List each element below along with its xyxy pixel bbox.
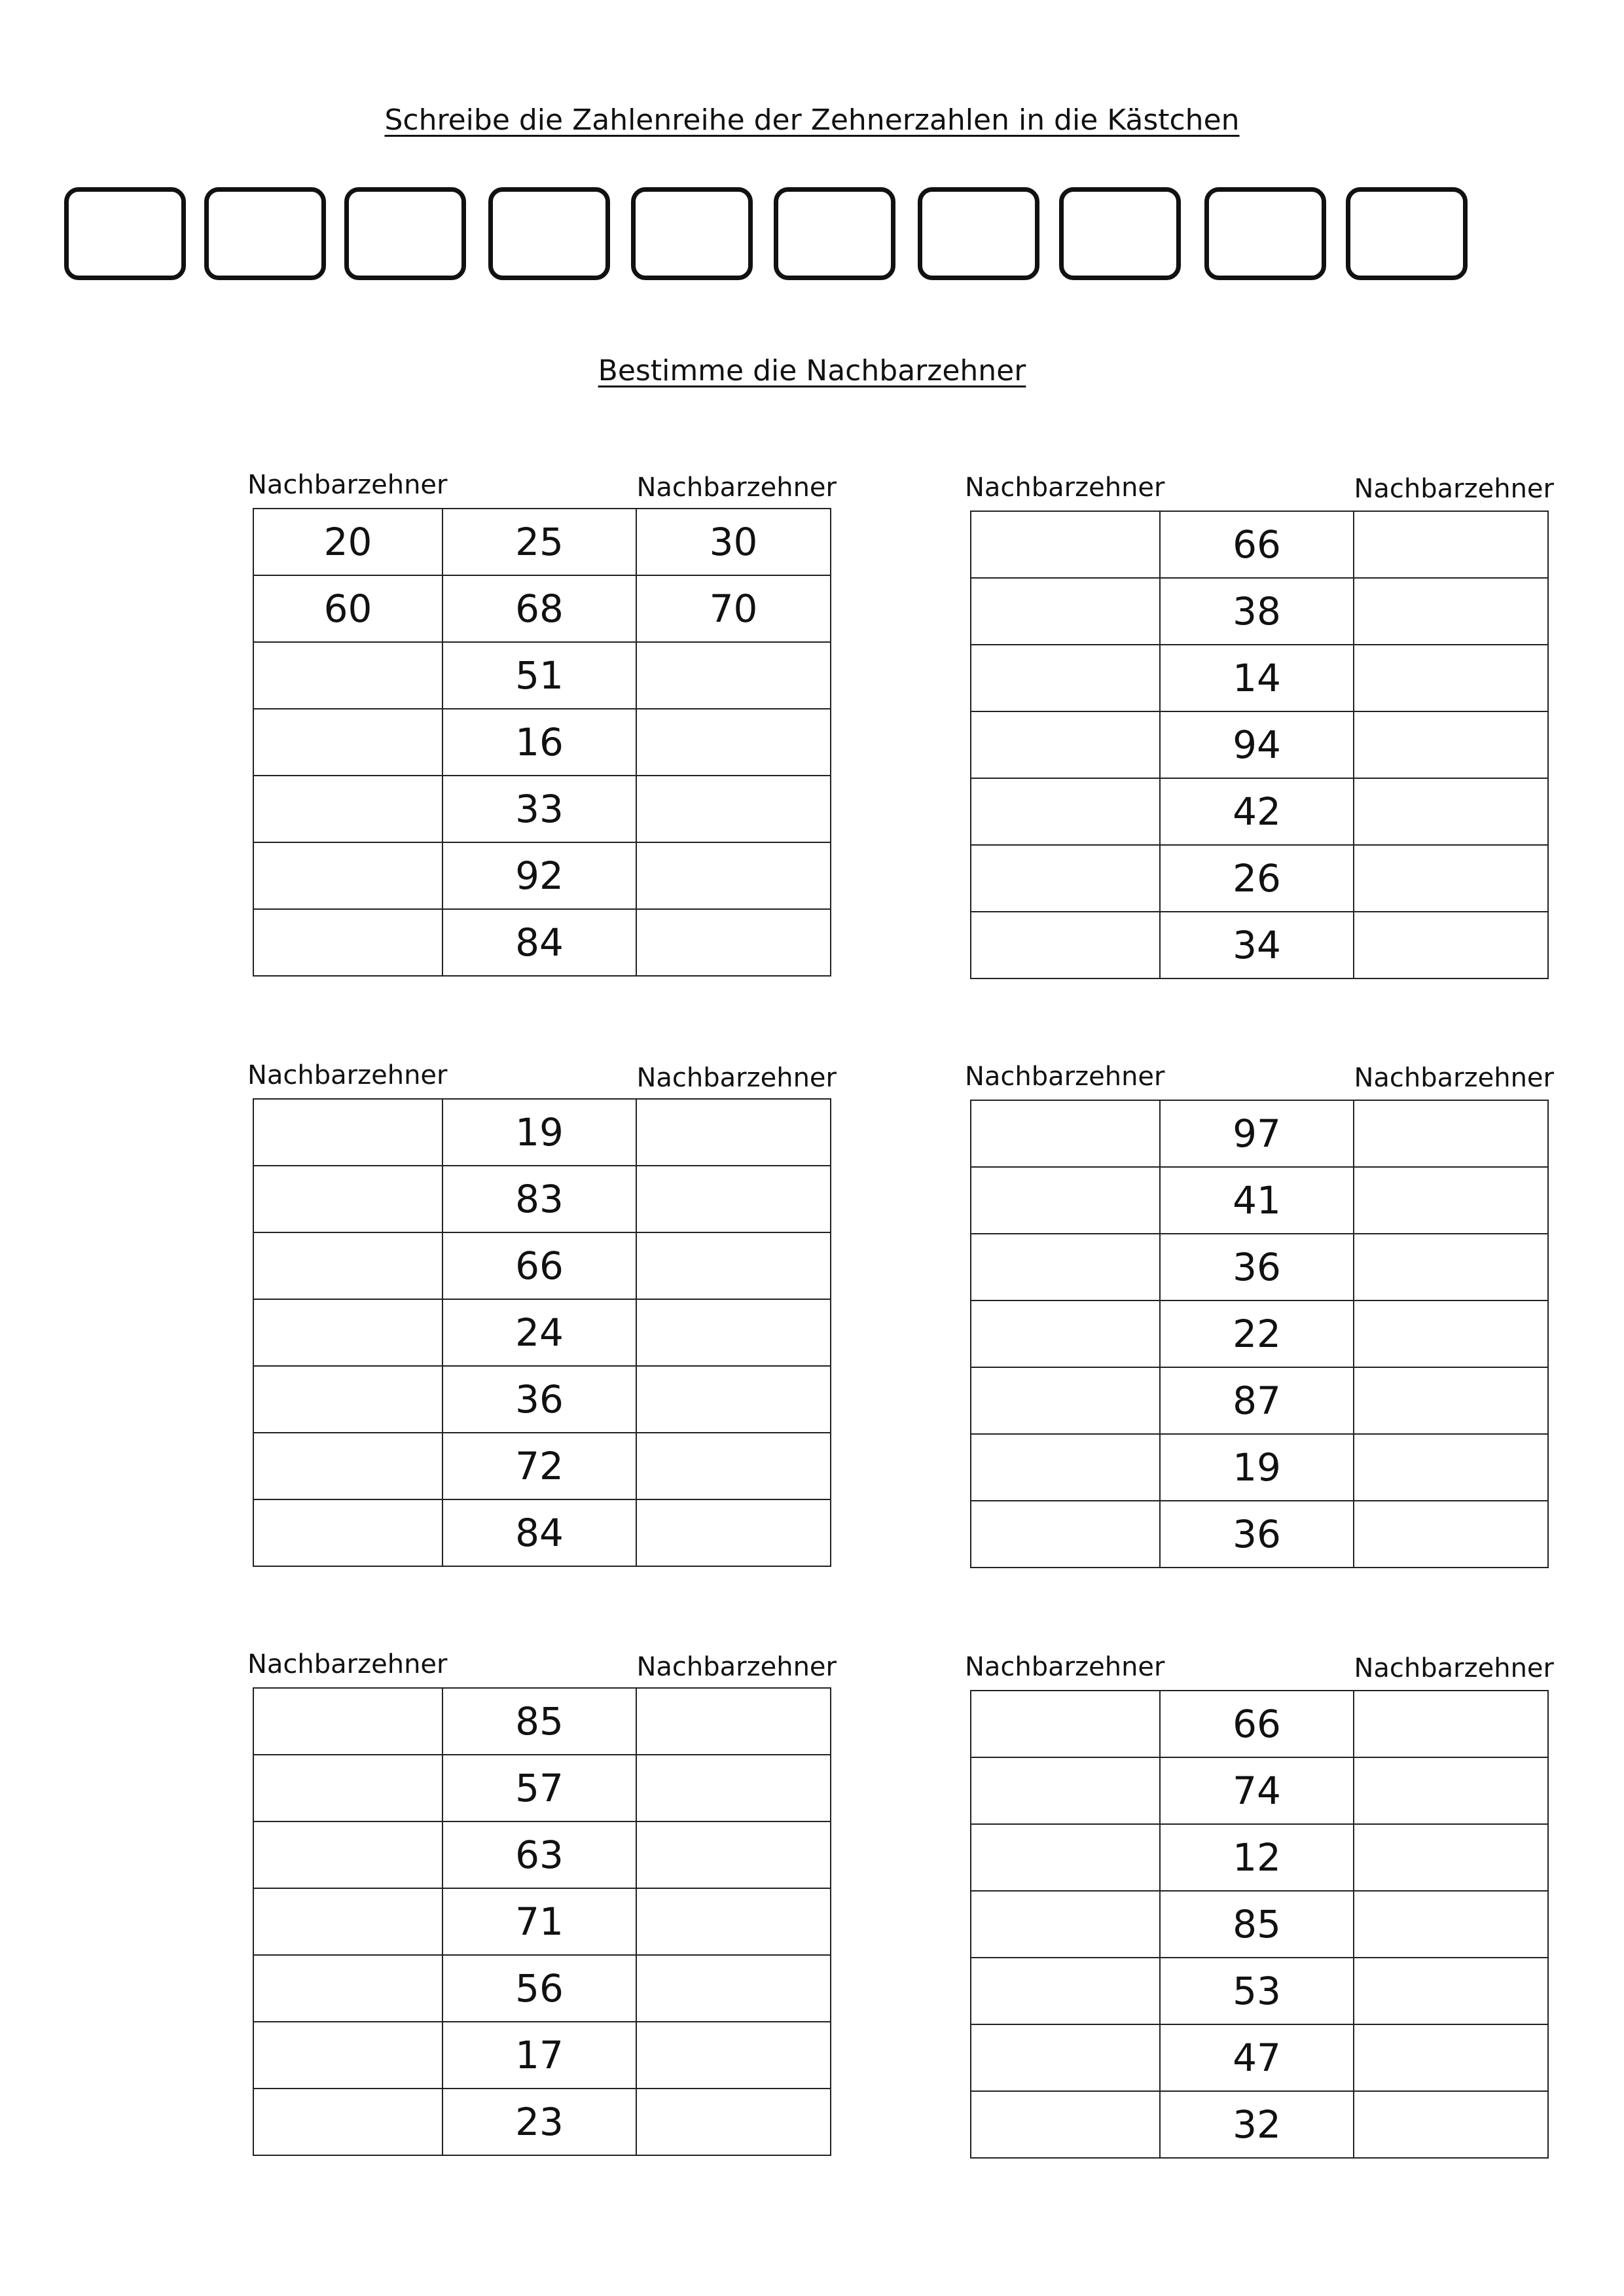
upper-tens-cell[interactable]	[1354, 1100, 1548, 1167]
lower-tens-cell[interactable]	[971, 1891, 1160, 1958]
number-cell: 36	[442, 1366, 636, 1433]
table-row	[253, 1366, 831, 1433]
upper-tens-cell[interactable]	[1354, 2024, 1548, 2091]
upper-tens-cell[interactable]	[636, 1232, 831, 1299]
lower-tens-cell[interactable]	[971, 1434, 1160, 1501]
table-row	[253, 776, 831, 842]
lower-tens-cell[interactable]	[971, 645, 1160, 711]
number-cell: 51	[442, 642, 636, 709]
column-label-upper-tens: Nachbarzehner	[1354, 1653, 1554, 1683]
answer-box[interactable]	[774, 187, 895, 280]
number-cell: 68	[442, 575, 636, 642]
table-row	[971, 2091, 1548, 2158]
lower-tens-cell[interactable]	[971, 711, 1160, 778]
table-row	[253, 1821, 831, 1888]
lower-tens-cell[interactable]	[253, 1888, 442, 1955]
number-cell: 71	[442, 1888, 636, 1955]
number-cell: 19	[1160, 1434, 1354, 1501]
lower-tens-cell[interactable]: 60	[253, 575, 442, 642]
table-row	[971, 1367, 1548, 1434]
table-row	[253, 2089, 831, 2155]
lower-tens-cell[interactable]	[971, 2091, 1160, 2158]
table-row	[971, 1891, 1548, 1958]
upper-tens-cell[interactable]	[1354, 1691, 1548, 1757]
lower-tens-cell[interactable]	[253, 1166, 442, 1232]
lower-tens-cell[interactable]	[253, 1821, 442, 1888]
number-cell: 87	[1160, 1367, 1354, 1434]
instruction-heading-1: Schreibe die Zahlenreihe der Zehnerzahlen in die Kästchen	[384, 103, 1240, 137]
upper-tens-cell[interactable]	[1354, 1958, 1548, 2024]
number-cell: 23	[442, 2089, 636, 2155]
upper-tens-cell[interactable]	[1354, 1891, 1548, 1958]
answer-box[interactable]	[1059, 187, 1181, 280]
column-label-lower-tens: Nachbarzehner	[965, 473, 1165, 503]
table-row	[971, 645, 1548, 711]
lower-tens-cell[interactable]: 20	[253, 509, 442, 575]
table-row	[971, 1958, 1548, 2024]
column-label-upper-tens: Nachbarzehner	[1354, 474, 1554, 504]
table-row	[971, 511, 1548, 578]
instruction-heading-2: Bestimme die Nachbarzehner	[598, 354, 1026, 387]
table-row	[971, 1300, 1548, 1367]
number-cell: 72	[442, 1433, 636, 1499]
table-row	[253, 1688, 831, 1755]
number-cell: 19	[442, 1099, 636, 1166]
column-label-lower-tens: Nachbarzehner	[247, 470, 448, 500]
answer-box[interactable]	[488, 187, 610, 280]
table-row	[253, 909, 831, 976]
lower-tens-cell[interactable]	[971, 578, 1160, 645]
number-cell: 94	[1160, 711, 1354, 778]
number-cell: 66	[1160, 1691, 1354, 1757]
number-cell: 34	[1160, 912, 1354, 978]
number-cell: 33	[442, 776, 636, 842]
lower-tens-cell[interactable]	[971, 1958, 1160, 2024]
table-row	[253, 1433, 831, 1499]
table-row	[253, 1755, 831, 1821]
number-table	[970, 1100, 1549, 1568]
lower-tens-cell[interactable]	[971, 1757, 1160, 1824]
upper-tens-cell[interactable]	[1354, 1367, 1548, 1434]
answer-box[interactable]	[64, 187, 186, 280]
lower-tens-cell[interactable]	[971, 912, 1160, 978]
lower-tens-cell[interactable]	[253, 909, 442, 976]
table-row	[253, 575, 831, 642]
upper-tens-cell[interactable]	[636, 1299, 831, 1366]
upper-tens-cell[interactable]	[636, 909, 831, 976]
upper-tens-cell[interactable]	[1354, 1300, 1548, 1367]
column-label-upper-tens: Nachbarzehner	[636, 1652, 837, 1682]
lower-tens-cell[interactable]	[971, 1501, 1160, 1568]
upper-tens-cell[interactable]	[1354, 511, 1548, 578]
table-row	[253, 1166, 831, 1232]
table-row	[971, 912, 1548, 978]
number-cell: 97	[1160, 1100, 1354, 1167]
upper-tens-cell[interactable]	[1354, 1501, 1548, 1568]
number-cell: 26	[1160, 845, 1354, 912]
table-row	[971, 1234, 1548, 1300]
lower-tens-cell[interactable]	[253, 2022, 442, 2089]
table-row	[253, 709, 831, 776]
lower-tens-cell[interactable]	[971, 2024, 1160, 2091]
lower-tens-cell[interactable]	[253, 842, 442, 909]
upper-tens-cell[interactable]	[636, 642, 831, 709]
number-cell: 14	[1160, 645, 1354, 711]
upper-tens-cell[interactable]	[636, 709, 831, 776]
upper-tens-cell[interactable]	[1354, 1234, 1548, 1300]
table-row	[971, 711, 1548, 778]
number-cell: 25	[442, 509, 636, 575]
number-cell: 57	[442, 1755, 636, 1821]
table-row	[971, 1434, 1548, 1501]
upper-tens-cell[interactable]	[1354, 845, 1548, 912]
number-cell: 85	[442, 1688, 636, 1755]
table-row	[971, 845, 1548, 912]
lower-tens-cell[interactable]	[971, 511, 1160, 578]
lower-tens-cell[interactable]	[971, 1824, 1160, 1891]
lower-tens-cell[interactable]	[971, 1300, 1160, 1367]
lower-tens-cell[interactable]	[253, 1755, 442, 1821]
upper-tens-cell[interactable]	[1354, 1167, 1548, 1234]
number-cell: 56	[442, 1955, 636, 2022]
table-row	[253, 642, 831, 709]
upper-tens-cell[interactable]	[636, 842, 831, 909]
number-cell: 84	[442, 1499, 636, 1566]
column-label-lower-tens: Nachbarzehner	[965, 1652, 1165, 1682]
upper-tens-cell[interactable]	[1354, 1824, 1548, 1891]
lower-tens-cell[interactable]	[971, 1234, 1160, 1300]
column-label-lower-tens: Nachbarzehner	[965, 1062, 1165, 1092]
upper-tens-cell[interactable]	[1354, 711, 1548, 778]
table-row	[253, 1955, 831, 2022]
upper-tens-cell[interactable]	[636, 1099, 831, 1166]
lower-tens-cell[interactable]	[253, 1366, 442, 1433]
number-table	[253, 1098, 831, 1567]
upper-tens-cell[interactable]	[636, 1499, 831, 1566]
table-row	[971, 1757, 1548, 1824]
column-label-upper-tens: Nachbarzehner	[636, 1063, 837, 1093]
table-row	[253, 1299, 831, 1366]
upper-tens-cell[interactable]	[1354, 1757, 1548, 1824]
table-row	[253, 2022, 831, 2089]
number-cell: 83	[442, 1166, 636, 1232]
answer-box[interactable]	[631, 187, 753, 280]
upper-tens-cell[interactable]	[1354, 1434, 1548, 1501]
upper-tens-cell[interactable]	[1354, 2091, 1548, 2158]
number-table	[253, 508, 831, 977]
number-table	[253, 1687, 831, 2156]
upper-tens-cell[interactable]	[636, 1821, 831, 1888]
number-cell: 47	[1160, 2024, 1354, 2091]
upper-tens-cell[interactable]	[1354, 578, 1548, 645]
table-row	[971, 1824, 1548, 1891]
number-cell: 53	[1160, 1958, 1354, 2024]
lower-tens-cell[interactable]	[253, 642, 442, 709]
lower-tens-cell[interactable]	[253, 1299, 442, 1366]
upper-tens-cell[interactable]: 30	[636, 509, 831, 575]
answer-box[interactable]	[1204, 187, 1326, 280]
table-row	[253, 509, 831, 575]
upper-tens-cell[interactable]	[1354, 645, 1548, 711]
upper-tens-cell[interactable]	[1354, 778, 1548, 845]
table-row	[971, 1100, 1548, 1167]
column-label-upper-tens: Nachbarzehner	[636, 473, 837, 503]
number-cell: 36	[1160, 1234, 1354, 1300]
number-cell: 66	[1160, 511, 1354, 578]
number-cell: 22	[1160, 1300, 1354, 1367]
lower-tens-cell[interactable]	[253, 1433, 442, 1499]
table-row	[971, 778, 1548, 845]
answer-box[interactable]	[204, 187, 326, 280]
upper-tens-cell[interactable]	[636, 1688, 831, 1755]
table-row	[971, 1691, 1548, 1757]
lower-tens-cell[interactable]	[253, 1099, 442, 1166]
table-row	[971, 2024, 1548, 2091]
table-row	[253, 1499, 831, 1566]
lower-tens-cell[interactable]	[971, 778, 1160, 845]
column-label-lower-tens: Nachbarzehner	[247, 1649, 448, 1679]
number-cell: 85	[1160, 1891, 1354, 1958]
number-cell: 74	[1160, 1757, 1354, 1824]
number-cell: 38	[1160, 578, 1354, 645]
upper-tens-cell[interactable]	[636, 2089, 831, 2155]
lower-tens-cell[interactable]	[253, 1232, 442, 1299]
lower-tens-cell[interactable]	[253, 1688, 442, 1755]
lower-tens-cell[interactable]	[971, 1167, 1160, 1234]
number-cell: 36	[1160, 1501, 1354, 1568]
table-row	[971, 578, 1548, 645]
lower-tens-cell[interactable]	[971, 845, 1160, 912]
upper-tens-cell[interactable]	[636, 1755, 831, 1821]
number-cell: 41	[1160, 1167, 1354, 1234]
column-label-lower-tens: Nachbarzehner	[247, 1060, 448, 1090]
upper-tens-cell[interactable]	[636, 1955, 831, 2022]
table-row	[971, 1501, 1548, 1568]
upper-tens-cell[interactable]	[636, 1366, 831, 1433]
lower-tens-cell[interactable]	[971, 1100, 1160, 1167]
table-row	[253, 1099, 831, 1166]
table-row	[253, 1888, 831, 1955]
upper-tens-cell[interactable]	[636, 1166, 831, 1232]
upper-tens-cell[interactable]	[636, 776, 831, 842]
number-cell: 32	[1160, 2091, 1354, 2158]
table-row	[253, 842, 831, 909]
number-cell: 84	[442, 909, 636, 976]
number-cell: 24	[442, 1299, 636, 1366]
upper-tens-cell[interactable]	[636, 1433, 831, 1499]
upper-tens-cell[interactable]	[636, 2022, 831, 2089]
number-table	[970, 1690, 1549, 2159]
answer-box[interactable]	[344, 187, 466, 280]
table-row	[253, 1232, 831, 1299]
lower-tens-cell[interactable]	[971, 1367, 1160, 1434]
number-cell: 17	[442, 2022, 636, 2089]
lower-tens-cell[interactable]	[253, 776, 442, 842]
lower-tens-cell[interactable]	[253, 1499, 442, 1566]
number-cell: 63	[442, 1821, 636, 1888]
answer-box[interactable]	[918, 187, 1039, 280]
lower-tens-cell[interactable]	[253, 709, 442, 776]
table-row	[971, 1167, 1548, 1234]
column-label-upper-tens: Nachbarzehner	[1354, 1063, 1554, 1093]
number-table	[970, 511, 1549, 979]
lower-tens-cell[interactable]	[971, 1691, 1160, 1757]
number-cell: 16	[442, 709, 636, 776]
number-cell: 12	[1160, 1824, 1354, 1891]
number-cell: 92	[442, 842, 636, 909]
upper-tens-cell[interactable]	[636, 1888, 831, 1955]
number-cell: 66	[442, 1232, 636, 1299]
lower-tens-cell[interactable]	[253, 1955, 442, 2022]
upper-tens-cell[interactable]: 70	[636, 575, 831, 642]
lower-tens-cell[interactable]	[253, 2089, 442, 2155]
upper-tens-cell[interactable]	[1354, 912, 1548, 978]
answer-box[interactable]	[1346, 187, 1468, 280]
number-cell: 42	[1160, 778, 1354, 845]
